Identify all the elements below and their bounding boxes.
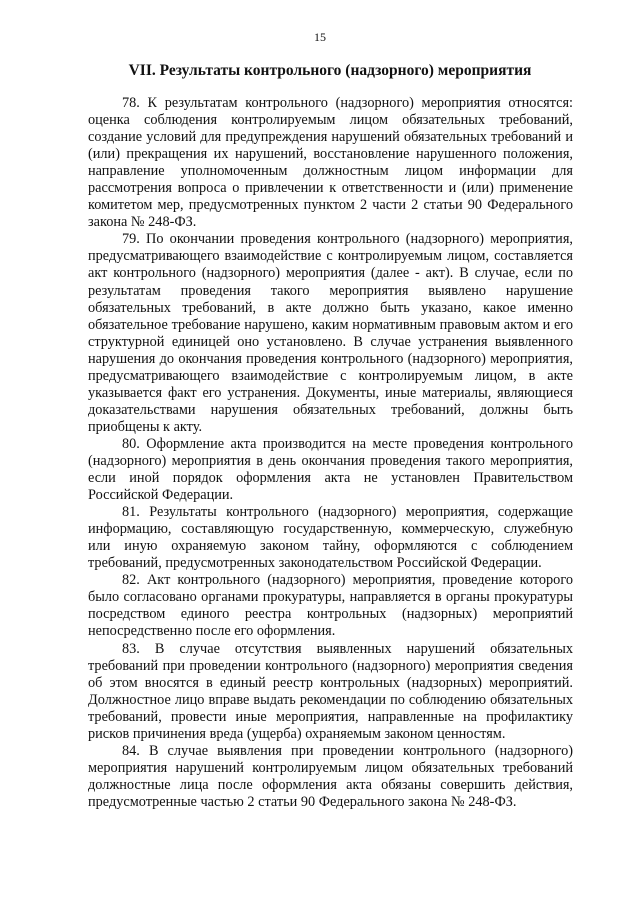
paragraph-83: 83. В случае отсутствия выявленных нарушений обязательных требований при проведении контрольного (надзорного) мероприятия сведения об этом вносятся в единый реестр контрольных (надзорных) мероприятий. Должностное лицо вправе выдать рекомендации по соблюдению обязательных требований, провести иные мероприятия, направленные на профилактику рисков причинения вреда (ущерба) охраняемым законом ценностям. (88, 640, 573, 742)
paragraph-82: 82. Акт контрольного (надзорного) мероприятия, проведение которого было согласовано органами прокуратуры, направляется в органы прокуратуры посредством единого реестра контрольных (надзорных) мероприятий непосредственно после его оформления. (88, 572, 573, 640)
section-title: VII. Результаты контрольного (надзорного) мероприятия (128, 62, 532, 79)
paragraph-81: 81. Результаты контрольного (надзорного) мероприятия, содержащие информацию, составляющую государственную, коммерческую, служебную или иную охраняемую законом тайну, оформляются с соблюдением требований, предусмотренных законодательством Российской Федерации. (88, 504, 573, 572)
paragraph-78: 78. К результатам контрольного (надзорного) мероприятия относятся: оценка соблюдения контролируемым лицом обязательных требований, создание условий для предупреждения нарушений обязательных требований и (или) прекращения их нарушений, восстановление нарушенного положения, направление уполномоченным должностным лицом информации для рассмотрения вопроса о привлечении к ответственности и (или) применение комитетом мер, предусмотренных пунктом 2 части 2 статьи 90 Федерального закона № 248-ФЗ. (88, 95, 573, 231)
paragraph-80: 80. Оформление акта производится на месте проведения контрольного (надзорного) мероприятия в день окончания проведения такого мероприятия, если иной порядок оформления акта не установлен Правительством Российской Федерации. (88, 435, 573, 504)
document-body (88, 95, 573, 811)
paragraph-79: 79. По окончании проведения контрольного (надзорного) мероприятия, предусматривающего взаимодействие с контролируемым лицом, составляется акт контрольного (надзорного) мероприятия (далее - акт). В случае, если по результатам проведения такого мероприятия выявлено нарушение обязательных требований, в акте должно быть указано, какое именно обязательное требование нарушено, каким нормативным правовым актом и его структурной единицей оно установлено. В случае устранения выявленного нарушения до окончания проведения контрольного (надзорного) мероприятия, предусматривающего взаимодействие с контролируемым лицом, в акте указывается факт его устранения. Документы, иные материалы, являющиеся доказательствами нарушения обязательных требований, должны быть приобщены к акту. (88, 231, 573, 435)
paragraph-84: 84. В случае выявления при проведении контрольного (надзорного) мероприятия нарушений контролируемым лицом обязательных требований должностные лица после оформления акта обязаны совершить действия, предусмотренные частью 2 статьи 90 Федерального закона № 248-ФЗ. (88, 742, 573, 810)
page-number: 15 (314, 30, 326, 44)
